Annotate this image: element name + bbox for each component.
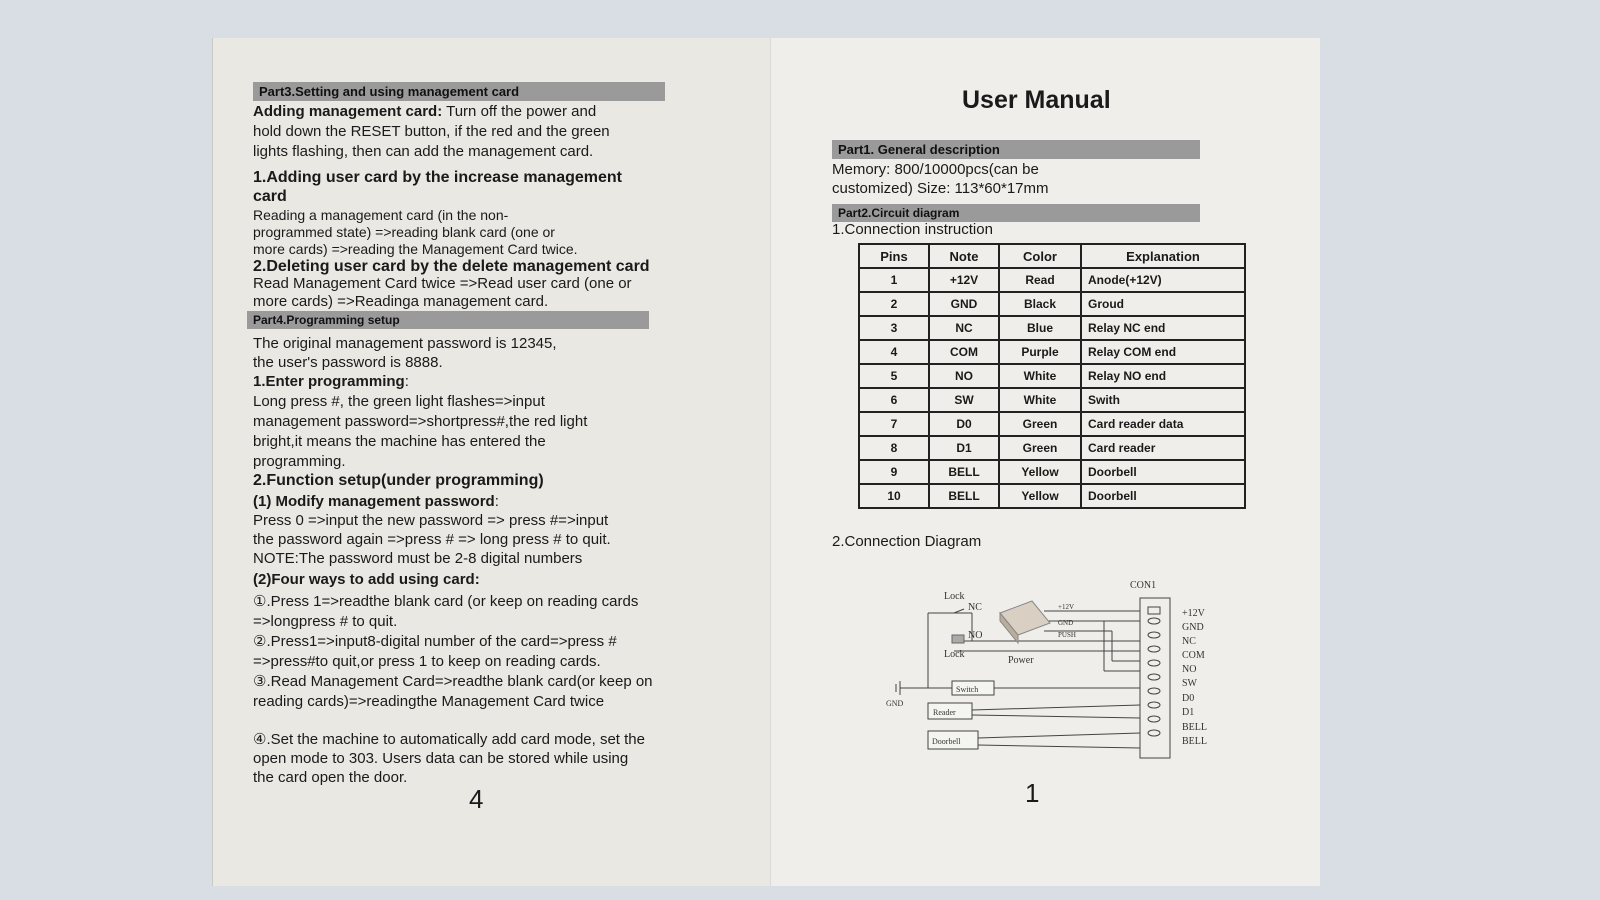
lock-top-label: Lock <box>944 591 965 602</box>
adding-management-card-paragraph <box>253 102 723 162</box>
note-cell: BELL <box>929 484 999 508</box>
note-cell: NO <box>929 364 999 388</box>
nc-label: NC <box>968 602 982 613</box>
text-line: programming. <box>253 453 346 470</box>
power-12v-label: +12V <box>1058 603 1075 611</box>
auto-add-mode-paragraph <box>253 730 733 787</box>
note-cell: SW <box>929 388 999 412</box>
text-line: Read Management Card twice =>Read user card (one or <box>253 275 632 292</box>
pin-label: D0 <box>1182 693 1195 704</box>
text-line: the card open the door. <box>253 769 408 786</box>
power-gnd-label: GND <box>1058 619 1074 627</box>
text-line: the user's password is 8888. <box>253 354 443 371</box>
list-item: ②.Press1=>input8-digital number of the card=>press # <box>253 633 617 650</box>
text-line: The original management password is 12345, <box>253 335 557 352</box>
table-row <box>859 316 1245 340</box>
pin-label: D1 <box>1182 707 1195 718</box>
power-push-label: PUSH <box>1058 631 1076 639</box>
table-row <box>859 412 1245 436</box>
four-ways-heading: (2)Four ways to add using card: <box>253 571 480 588</box>
text-line: ④.Set the machine to automatically add card mode, set the <box>253 731 645 748</box>
explanation-cell: Anode(+12V) <box>1081 268 1245 292</box>
column-header: Note <box>929 244 999 268</box>
table-row <box>859 460 1245 484</box>
part3-heading: Part3.Setting and using management card <box>253 82 665 101</box>
explanation-cell: Relay NO end <box>1081 364 1245 388</box>
text-line: management password=>shortpress#,the red light <box>253 413 588 430</box>
pin-label: NO <box>1182 664 1197 675</box>
pin-table <box>858 243 1246 509</box>
function-setup-heading: 2.Function setup(under programming) <box>253 472 544 489</box>
pin-cell: 2 <box>859 292 929 316</box>
text-line: bright,it means the machine has entered the <box>253 433 546 450</box>
column-header: Pins <box>859 244 929 268</box>
table-row <box>859 388 1245 412</box>
explanation-cell: Relay NC end <box>1081 316 1245 340</box>
pin-label: NC <box>1182 636 1196 647</box>
part4-heading: Part4.Programming setup <box>247 311 649 329</box>
text-line: hold down the RESET button, if the red and the green <box>253 123 610 140</box>
no-label: NO <box>968 630 983 641</box>
wiring-diagram <box>882 573 1242 773</box>
color-cell: Green <box>999 412 1081 436</box>
adding-management-label: Adding management card: <box>253 103 443 120</box>
pin-cell: 5 <box>859 364 929 388</box>
text-line: programmed state) =>reading blank card (one or <box>253 224 555 240</box>
table-row <box>859 292 1245 316</box>
page-number-right: 1 <box>1025 778 1040 808</box>
booklet <box>212 38 1320 886</box>
adding-user-card-paragraph <box>253 207 723 258</box>
con1-label: CON1 <box>1130 580 1157 591</box>
color-cell: Black <box>999 292 1081 316</box>
text-line: more cards) =>reading the Management Card twice. <box>253 241 578 257</box>
column-header: Explanation <box>1081 244 1245 268</box>
color-cell: Read <box>999 268 1081 292</box>
list-item: reading cards)=>readingthe Management Card twice <box>253 693 605 710</box>
power-supply-icon <box>1000 601 1050 643</box>
heading-deleting-user-card: 2.Deleting user card by the delete management card <box>253 258 650 275</box>
modify-password-colon: : <box>494 493 499 510</box>
text-line: more cards) =>Readinga management card. <box>253 293 549 310</box>
pin-label: BELL <box>1182 736 1207 747</box>
explanation-cell: Card reader data <box>1081 412 1245 436</box>
power-label: Power <box>1008 655 1034 666</box>
text-line: Reading a management card (in the non- <box>253 207 509 223</box>
table-row <box>859 364 1245 388</box>
lock-icon <box>952 609 964 643</box>
text-line: customized) Size: 113*60*17mm <box>832 180 1049 197</box>
text-line: Memory: 800/10000pcs(can be <box>832 161 1039 178</box>
pin-cell: 1 <box>859 268 929 292</box>
pin-cell: 8 <box>859 436 929 460</box>
adding-management-text: Turn off the power and <box>446 103 597 120</box>
lock-bottom-label: Lock <box>944 649 965 660</box>
pin-label: COM <box>1182 650 1205 661</box>
pin-label: SW <box>1182 678 1197 689</box>
table-row <box>859 436 1245 460</box>
pin-cell: 6 <box>859 388 929 412</box>
table-row <box>859 268 1245 292</box>
gnd-label: GND <box>886 699 904 708</box>
pin-cell: 7 <box>859 412 929 436</box>
note-cell: D1 <box>929 436 999 460</box>
pin-label: GND <box>1182 622 1204 633</box>
explanation-cell: Swith <box>1081 388 1245 412</box>
explanation-cell: Doorbell <box>1081 484 1245 508</box>
pin-label: +12V <box>1182 608 1205 619</box>
text-line: open mode to 303. Users data can be stored while using <box>253 750 629 767</box>
pin-cell: 3 <box>859 316 929 340</box>
pin-label: BELL <box>1182 722 1207 733</box>
modify-password-section <box>253 492 723 568</box>
list-item: =>press#to quit,or press 1 to keep on reading cards. <box>253 653 601 670</box>
deleting-user-card-paragraph <box>253 275 723 311</box>
general-description <box>832 160 1049 198</box>
pin-cell: 10 <box>859 484 929 508</box>
table-header-row <box>859 244 1245 268</box>
text-line: NOTE:The password must be 2-8 digital numbers <box>253 550 583 567</box>
connection-instruction-heading: 1.Connection instruction <box>832 221 993 238</box>
note-cell: +12V <box>929 268 999 292</box>
note-cell: GND <box>929 292 999 316</box>
text-line: Press 0 =>input the new password => press #=>input <box>253 512 609 529</box>
heading-adding-user-card: 1.Adding user card by the increase management card <box>253 169 623 205</box>
note-cell: BELL <box>929 460 999 484</box>
right-page <box>772 38 1320 886</box>
explanation-cell: Doorbell <box>1081 460 1245 484</box>
color-cell: White <box>999 364 1081 388</box>
column-header: Color <box>999 244 1081 268</box>
color-cell: Yellow <box>999 460 1081 484</box>
explanation-cell: Relay COM end <box>1081 340 1245 364</box>
modify-password-heading: (1) Modify management password <box>253 493 495 510</box>
text-line: lights flashing, then can add the management card. <box>253 143 594 160</box>
text-line: the password again =>press # => long press # to quit. <box>253 531 611 548</box>
manual-title: User Manual <box>962 86 1111 114</box>
part1-heading: Part1. General description <box>832 140 1200 159</box>
list-item: ①.Press 1=>readthe blank card (or keep on reading cards <box>253 593 639 610</box>
switch-label: Switch <box>956 685 979 694</box>
connection-diagram-heading: 2.Connection Diagram <box>832 533 982 550</box>
color-cell: Purple <box>999 340 1081 364</box>
text-line: Long press #, the green light flashes=>input <box>253 393 545 410</box>
table-row <box>859 340 1245 364</box>
note-cell: COM <box>929 340 999 364</box>
part2-heading: Part2.Circuit diagram <box>832 204 1200 222</box>
doorbell-label: Doorbell <box>932 737 961 746</box>
list-item: =>longpress # to quit. <box>253 613 398 630</box>
color-cell: Yellow <box>999 484 1081 508</box>
reader-label: Reader <box>933 708 956 717</box>
enter-programming-section <box>253 372 723 472</box>
explanation-cell: Card reader <box>1081 436 1245 460</box>
color-cell: Blue <box>999 316 1081 340</box>
color-cell: White <box>999 388 1081 412</box>
table-row <box>859 484 1245 508</box>
four-ways-list <box>253 592 733 712</box>
color-cell: Green <box>999 436 1081 460</box>
list-item: ③.Read Management Card=>readthe blank card(or keep on <box>253 673 653 690</box>
explanation-cell: Groud <box>1081 292 1245 316</box>
password-paragraph <box>253 334 723 372</box>
enter-programming-heading: 1.Enter programming <box>253 373 405 390</box>
page-number-left: 4 <box>469 784 484 814</box>
pin-cell: 9 <box>859 460 929 484</box>
note-cell: NC <box>929 316 999 340</box>
enter-programming-colon: : <box>404 373 409 390</box>
left-page <box>212 38 772 886</box>
pin-cell: 4 <box>859 340 929 364</box>
note-cell: D0 <box>929 412 999 436</box>
